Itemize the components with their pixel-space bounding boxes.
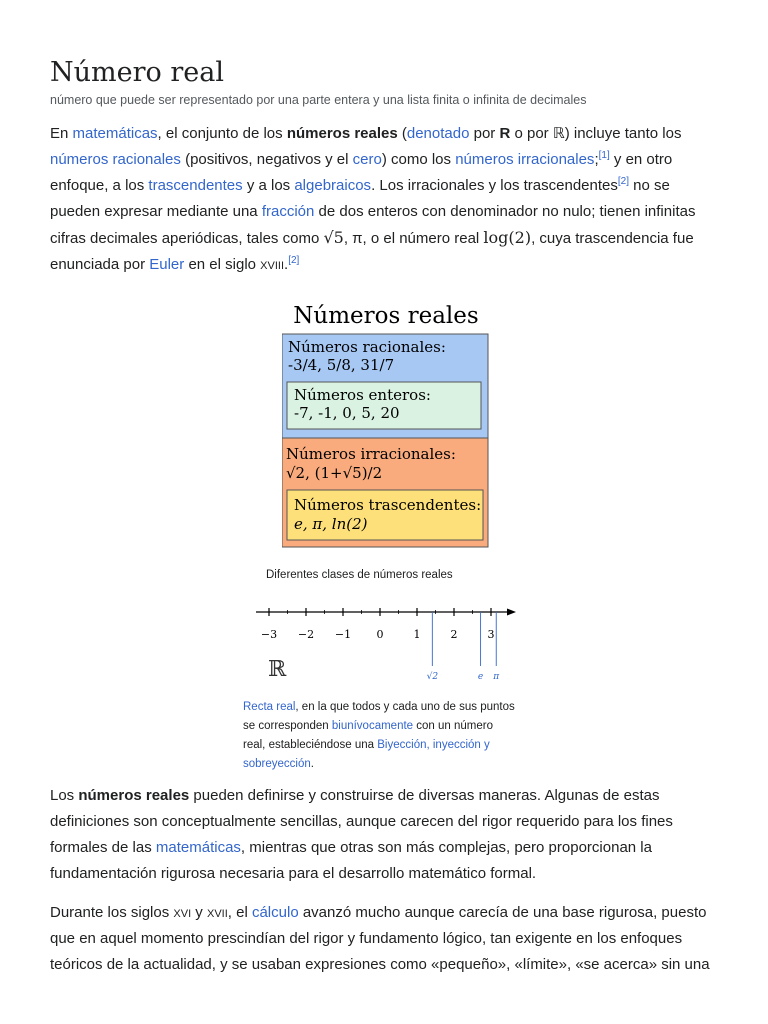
text: , mientras que otras son más complejas, pero proporcionan la fundamentación rigurosa necesaria para el desarrollo matemático formal. [50,839,652,882]
text: Durante los siglos [50,904,174,921]
enteros-examples: -7, -1, 0, 5, 20 [294,404,400,422]
text: En [50,125,73,142]
text: ) como los [381,151,456,168]
number-line-marks [427,612,501,682]
text: ; [594,151,599,168]
link-denotado[interactable]: denotado [406,125,470,142]
link-euler[interactable]: Euler [149,256,185,273]
arrow-head-icon [507,609,516,616]
century-numeral: xviii [260,256,285,273]
link-fraccion[interactable]: fracción [261,203,315,220]
diagram-title: Números reales [293,303,479,329]
real-numbers-diagram [282,296,490,550]
bold-numeros-reales: números reales [78,787,190,804]
number-line-tick-label: −3 [260,628,278,641]
text: , en la que todos y cada uno de sus puntos se corresponden [243,701,515,732]
diagram-caption: Diferentes clases de números reales [266,569,453,581]
link-numeros-irracionales[interactable]: números irracionales [455,151,595,168]
text: o por ℝ) incluye tanto los [510,125,682,142]
number-line-tick-label: 2 [450,628,458,641]
link-algebraicos[interactable]: algebraicos [294,177,372,194]
racionales-examples: -3/4, 5/8, 31/7 [288,356,395,374]
text: no se pueden expresar mediante una [50,177,670,220]
link-biunivocamente[interactable]: biunívocamente [331,720,414,732]
text: , cuya trascendencia fue enunciada por [50,230,694,273]
trascendentes-label: Números trascendentes: [294,496,482,514]
text: ( [397,125,407,142]
text: con un número real, estableciéndose una [243,720,493,751]
irracionales-examples: √2, (1+√5)/2 [286,464,383,482]
century-numeral: xvii [206,904,228,921]
link-numeros-racionales[interactable]: números racionales [50,151,181,168]
text: en el siglo [184,256,261,273]
number-line-mark-label: π [493,672,500,682]
text: , el conjunto de los [157,125,287,142]
link-trascendentes[interactable]: trascendentes [148,177,243,194]
link-recta-real[interactable]: Recta real [243,701,296,713]
number-line-mark-label: √2 [426,672,439,682]
page-title: Número real [50,57,224,88]
number-line-tick-label: 0 [376,628,384,641]
number-line-figure [248,600,528,690]
number-line-tick-label: −2 [297,628,315,641]
text: , el [227,904,252,921]
real-set-symbol: ℝ [268,657,287,682]
paragraph-history [50,900,722,978]
bold-r: R [499,125,511,142]
racionales-label: Números racionales: [288,338,446,356]
link-calculo[interactable]: cálculo [251,904,299,921]
text: pueden definirse y construirse de diversas maneras. Algunas de estas definiciones son conceptualmente sencillas, aunque carecen del rigor requerido para los fines formales de las [50,787,673,856]
bold-numeros-reales: números reales [286,125,398,142]
link-cero[interactable]: cero [352,151,382,168]
text: Los [50,787,79,804]
text: y en otro enfoque, a los [50,151,673,194]
number-line-ticks [261,608,510,641]
text: . [284,256,289,273]
number-line-tick-label: 3 [487,628,495,641]
text: . [310,758,314,770]
text: . Los irracionales y los trascendentes [371,177,618,194]
intro-paragraph [50,121,722,278]
number-line-mark-label: e [477,672,484,682]
text: y a los [242,177,295,194]
irracionales-label: Números irracionales: [286,445,456,463]
trascendentes-examples: e, π, ln(2) [294,515,368,533]
math-sqrt5: √5 [323,228,344,247]
link-biyeccion[interactable]: Biyección, inyección y sobreyección [243,739,490,770]
text: (positivos, negativos y el [180,151,353,168]
enteros-label: Números enteros: [294,386,431,404]
number-line-tick-label: −1 [334,628,352,641]
text: avanzó mucho aunque carecía de una base rigurosa, puesto que en aquel momento prescindían del rigor y fundamento lógico, tan exigente en los enfoques teóricos de la actualidad, y se usaban expresiones como «pequeño», «límite», «se acerca» sin una [50,904,710,973]
number-line-caption [243,698,518,774]
text: , π, o el número real [343,230,484,247]
text: de dos enteros con denominador no nulo; tienen infinitas cifras decimales aperiódicas, tales como [50,203,696,247]
text: y [191,904,207,921]
text: por [469,125,500,142]
page-subtitle: número que puede ser representado por una parte entera y una lista finita o infinita de decimales [50,93,587,107]
reference-link-2[interactable]: [2] [617,176,629,187]
paragraph-definitions [50,783,722,887]
number-line-tick-label: 1 [413,628,421,641]
math-log2: log(2) [483,228,532,247]
century-numeral: xvi [173,904,192,921]
link-matematicas[interactable]: matemáticas [72,125,158,142]
link-matematicas[interactable]: matemáticas [155,839,241,856]
reference-link-3[interactable]: [2] [288,255,300,266]
reference-link-1[interactable]: [1] [598,150,610,161]
